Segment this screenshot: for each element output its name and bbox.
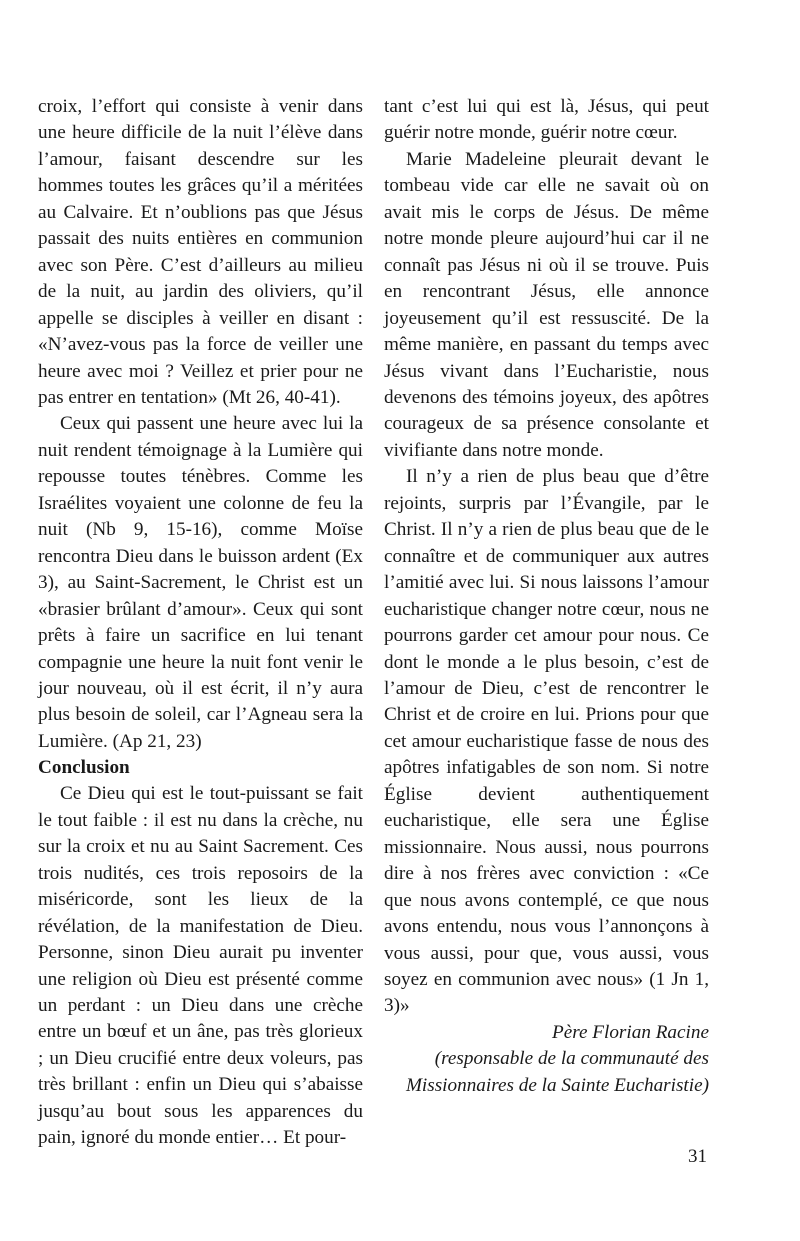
page-number: 31 bbox=[688, 1146, 707, 1167]
paragraph-continuation: croix, l’effort qui consiste à venir dans une heure difficile de la nuit l’élève dans l’amour, faisant descendre sur les hommes toutes les grâces qu’il a méritées au Calvaire. Et n’oublions pas que Jésus passait des nuits entières en communion avec son Père. C’est d’ailleurs au milieu de la nuit, au jardin des oliviers, qu’il appelle se disciples à veiller en disant : «N’avez-vous pas la force de veiller une heure avec moi ? Veillez et prier pour ne pas entrer en tentation» (Mt 26, 40-41). bbox=[38, 96, 363, 408]
right-column bbox=[384, 94, 709, 1099]
paragraph-marie-madeleine: Marie Madeleine pleurait devant le tombeau vide car elle ne savait où on avait mis le corps de Jésus. De même notre monde pleure aujourd’hui car il ne connaît pas Jésus ni où il se trouve. Puis en rencontrant Jésus, elle annonce joyeusement qu’il est ressuscité. De la même manière, en passant du temps avec Jésus vivant dans l’Eucharistie, nous devenons des témoins joyeux, des apôtres courageux de sa présence consolante et vivifiante dans notre monde. bbox=[384, 148, 709, 461]
paragraph-night-witness: Ceux qui passent une heure avec lui la nuit rendent témoignage à la Lumière qui repousse toutes ténèbres. Comme les Israélites voyaient une colonne de feu la nuit (Nb 9, 15-16), comme Moïse rencontra Dieu dans le buisson ardent (Ex 3), au Saint-Sacrement, le Christ est un «brasier brûlant d’amour». Ceux qui sont prêts à faire un sacrifice en lui tenant compagnie une heure la nuit font venir le jour nouveau, où il est écrit, il n’y aura plus besoin de soleil, car l’Agneau sera la Lumière. (Ap 21, 23) bbox=[38, 413, 363, 752]
paragraph-gospel: Il n’y a rien de plus beau que d’être rejoints, surpris par l’Évangile, par le Christ. Il n’y a rien de plus beau que de le connaître et de communiquer aux autres l’amitié avec lui. Si nous laissons l’amour eucharistique changer notre cœur, nous ne pourrons garder cet amour pour nous. Ce dont le monde a le plus besoin, c’est de l’amour de Dieu, c’est de rencontrer le Christ et de croire en lui. Prions pour que cet amour eucharistique fasse de nous des apôtres infatigables de son nom. Si notre Église devient authentiquement eucharistique, elle sera une Église missionnaire. Nous aussi, nous pourrons dire à nos frères avec conviction : «Ce que nous avons contemplé, ce que nous avons entendu, nous vous l’annonçons à vous aussi, pour que, vous aussi, vous soyez en communion avec nous» (1 Jn 1, 3)» bbox=[384, 466, 709, 1017]
author-signature: Père Florian Racine bbox=[551, 1021, 709, 1043]
left-column bbox=[38, 94, 363, 1152]
affiliation-line-2: Missionnaires de la Sainte Eucharistie) bbox=[405, 1074, 709, 1096]
paragraph-conclusion: Ce Dieu qui est le tout-puissant se fait le tout faible : il est nu dans la crèche, nu sur la croix et nu au Saint Sacrement. Ces trois nudités, ces trois reposoirs de la miséricorde, sont les lieux de la révélation, de la manifestation de Dieu. Personne, sinon Dieu aurait pu inventer une religion où Dieu est présenté comme un perdant : un Dieu dans une crèche entre un bœuf et un âne, pas très glorieux ; un Dieu crucifié entre deux voleurs, pas très brillant : enfin un Dieu qui s’abaisse jusqu’au bout sous les apparences du pain, ignoré du monde entier… Et pour- bbox=[38, 783, 363, 1149]
affiliation-line-1: (responsable de la communauté des bbox=[434, 1048, 709, 1070]
section-heading-conclusion: Conclusion bbox=[38, 757, 130, 779]
paragraph-continuation-right: tant c’est lui qui est là, Jésus, qui peut guérir notre monde, guérir notre cœur. bbox=[384, 96, 709, 144]
author-affiliation bbox=[384, 1046, 709, 1099]
